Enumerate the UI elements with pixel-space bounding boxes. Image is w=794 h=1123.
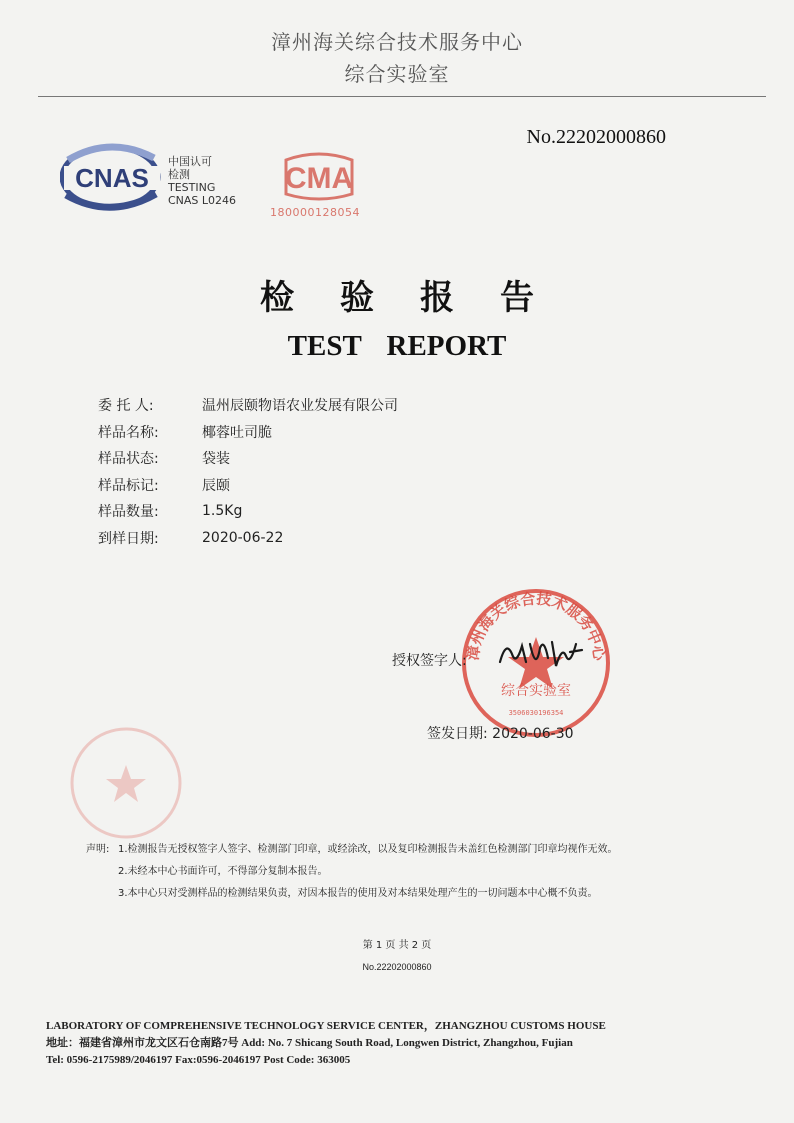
- seal-code: 3506030196354: [508, 709, 564, 717]
- issue-date-row: [427, 723, 574, 743]
- footer-lab-name: LABORATORY OF COMPREHENSIVE TECHNOLOGY SERVICE CENTER，ZHANGZHOU CUSTOMS HOUSE: [46, 1020, 606, 1032]
- info-value: 椰蓉吐司脆: [202, 424, 272, 441]
- report-number: No.22202000860: [526, 126, 666, 148]
- info-value: 2020-06-22: [202, 529, 284, 546]
- issue-date-label: 签发日期:: [427, 726, 488, 742]
- page-indicator: 第 1 页 共 2 页: [362, 940, 432, 951]
- lab-subtitle: 综合实验室: [344, 62, 450, 86]
- info-label: 样品状态:: [98, 451, 159, 468]
- authorized-signer-label: 授权签字人:: [392, 653, 467, 669]
- seal-center-text: 综合实验室: [501, 683, 571, 699]
- info-label: 委 托 人:: [98, 398, 154, 415]
- cnas-logo: [60, 140, 166, 222]
- declaration-notes: [86, 836, 618, 902]
- seal-ring-text: 漳州海关综合技术服务中心: [463, 589, 609, 662]
- info-label: 样品名称:: [98, 424, 159, 441]
- info-row-client: [98, 392, 398, 419]
- cnas-caption-line1: 中国认可: [168, 155, 212, 168]
- info-label: 样品标记:: [98, 477, 159, 494]
- info-row-sample-name: [98, 419, 398, 446]
- footer: [46, 1018, 606, 1069]
- cnas-caption-line4: CNAS L0246: [168, 194, 237, 207]
- info-value: 1.5Kg: [202, 503, 243, 520]
- info-row-sample-state: [98, 445, 398, 472]
- info-row-arrival-date: [98, 525, 398, 552]
- cnas-caption-line3: TESTING: [168, 181, 216, 194]
- footer-contact: Tel: 0596-2175989/2046197 Fax:0596-2046197 Post Code: 363005: [46, 1054, 351, 1066]
- info-row-sample-mark: [98, 472, 398, 499]
- note-item: 3.本中心只对受测样品的检测结果负责，对因本报告的使用及对本结果处理产生的一切问题本中心概不负责。: [118, 887, 598, 899]
- info-value: 辰颐: [202, 477, 230, 494]
- report-title-en: TEST REPORT: [287, 330, 507, 362]
- note-item: 1.检测报告无授权签字人签字、检测部门印章，或经涂改，以及复印检测报告未盖红色检测部门印章均视作无效。: [118, 843, 618, 855]
- lab-name-title: 漳州海关综合技术服务中心: [271, 30, 523, 54]
- cnas-mark-text: CNAS: [75, 163, 149, 193]
- info-value: 袋装: [202, 451, 230, 468]
- footer-address: 地址：福建省漳州市龙文区石仓南路7号 Add: No. 7 Shicang South Road, Longwen District, Zhangzhou, Fujian: [46, 1037, 573, 1049]
- info-value: 温州辰颐物语农业发展有限公司: [202, 398, 398, 415]
- sample-info: [98, 392, 398, 551]
- notes-label: 声明:: [86, 843, 110, 855]
- cma-logo: [272, 150, 366, 208]
- report-title-cn: 检验报告: [260, 278, 580, 318]
- cma-number: 180000128054: [270, 206, 360, 219]
- cnas-caption: [168, 155, 236, 207]
- faded-seal: [68, 725, 184, 845]
- cnas-caption-line2: 检测: [168, 168, 190, 181]
- handwritten-signature: [496, 632, 586, 678]
- issue-date-value: 2020-06-30: [492, 726, 574, 742]
- page-report-number: No.22202000860: [362, 962, 432, 972]
- info-label: 到样日期:: [98, 530, 159, 547]
- header-divider: [38, 96, 766, 97]
- info-label: 样品数量:: [98, 504, 159, 521]
- info-row-sample-quantity: [98, 498, 398, 525]
- cma-mark-text: CMA: [284, 162, 354, 195]
- note-item: 2.未经本中心书面许可，不得部分复制本报告。: [118, 865, 328, 877]
